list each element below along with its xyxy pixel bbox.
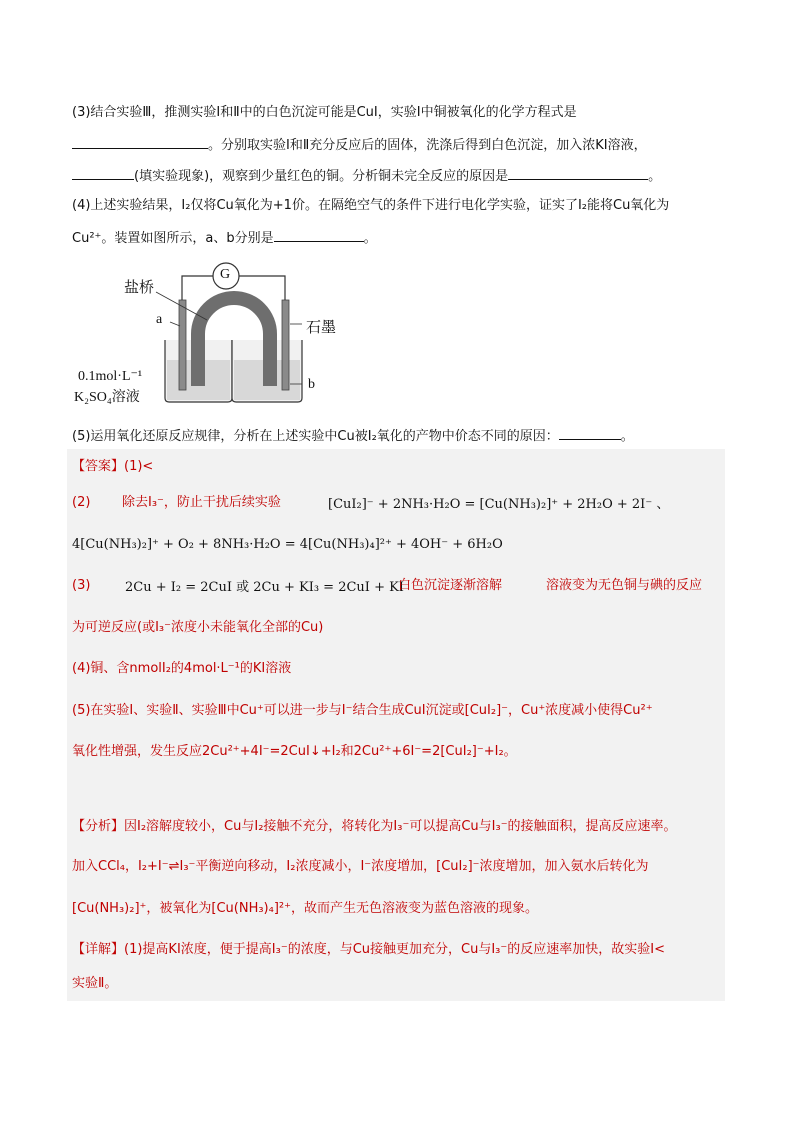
answer-analysis-panel	[67, 449, 725, 1001]
q3-line3: (填实验现象)，观察到少量红色的铜。分析铜未完全反应的原因是 。	[72, 166, 661, 186]
answer-5-line2: 氧化性增强，发生反应2Cu²⁺+4I⁻=2CuI↓+I₂和2Cu²⁺+6I⁻=2[CuI₂]⁻+I₂。	[72, 744, 517, 759]
equation-3: 2Cu + I₂ = 2CuI 或 2Cu + KI₃ = 2CuI + KI	[125, 580, 404, 595]
electrode-a-label: a	[156, 312, 163, 327]
answer-2-text: 除去I₃⁻，防止干扰后续实验	[122, 495, 281, 510]
electrode-a	[179, 300, 186, 390]
answer-2-label: (2)	[72, 495, 91, 510]
leader-a	[170, 322, 180, 326]
q4-line1: (4)上述实验结果，I₂仅将Cu氧化为+1价。在隔绝空气的条件下进行电化学实验，证实了I₂能将Cu氧化为	[72, 198, 670, 213]
answer-blank	[72, 135, 208, 149]
answer-3-text1: 白色沉淀逐渐溶解	[398, 578, 503, 593]
graphite-label: 石墨	[306, 320, 337, 336]
equation-2a: [CuI₂]⁻ + 2NH₃·H₂O = [Cu(NH₃)₂]⁺ + 2H₂O + 2I⁻ 、	[328, 497, 670, 512]
answer-blank	[274, 228, 364, 242]
analysis-line3: [Cu(NH₃)₂]⁺，被氧化为[Cu(NH₃)₄]²⁺，故而产生无色溶液变为蓝色溶液的现象。	[72, 901, 538, 916]
answer-3-text2: 溶液变为无色铜与碘的反应	[546, 578, 703, 593]
answer-blank	[508, 166, 648, 180]
solution-name-label: K₂SO₄溶液	[74, 390, 140, 405]
solution-concentration-label: 0.1mol·L⁻¹	[78, 369, 143, 384]
wire-left	[182, 276, 213, 300]
answer-3-label: (3)	[72, 578, 91, 593]
detail-line1: 【详解】(1)提高KI浓度，便于提高I₃⁻的浓度，与Cu接触更加充分，Cu与I₃⁻的反应速率加快，故实验Ⅰ<	[72, 942, 665, 957]
salt-bridge-label: 盐桥	[124, 280, 155, 296]
analysis-line1: 【分析】因I₂溶解度较小，Cu与I₂接触不充分，将转化为I₃⁻可以提高Cu与I₃⁻的接触面积，提高反应速率。	[72, 819, 677, 834]
q3-line1: (3)结合实验Ⅲ，推测实验Ⅰ和Ⅱ中的白色沉淀可能是CuI，实验Ⅰ中铜被氧化的化学方程式是	[72, 105, 577, 120]
answer-3-line2: 为可逆反应(或I₃⁻浓度小未能氧化全部的Cu)	[72, 620, 324, 635]
galvanometer-label: G	[220, 267, 231, 282]
analysis-line2: 加入CCl₄，I₂+I⁻⇌I₃⁻平衡逆向移动，I₂浓度减小，I⁻浓度增加，[CuI₂]⁻浓度增加，加入氨水后转化为	[72, 859, 649, 874]
q5-line: (5)运用氧化还原反应规律，分析在上述实验中Cu被I₂氧化的产物中价态不同的原因： 。	[72, 426, 634, 446]
electrode-b-label: b	[308, 377, 315, 392]
answer-4: (4)铜、含nmolI₂的4mol·L⁻¹的KI溶液	[72, 661, 292, 676]
answer-5-line1: (5)在实验Ⅰ、实验Ⅱ、实验Ⅲ中Cu⁺可以进一步与I⁻结合生成CuI沉淀或[CuI₂]⁻，Cu⁺浓度减小使得Cu²⁺	[72, 703, 653, 718]
answer-blank	[559, 426, 621, 440]
graphite-electrode	[282, 300, 289, 390]
detail-line2: 实验Ⅱ。	[72, 976, 118, 991]
q3-line2: 。分别取实验Ⅰ和Ⅱ充分反应后的固体，洗涤后得到白色沉淀，加入浓KI溶液，	[72, 135, 647, 155]
equation-2b: 4[Cu(NH₃)₂]⁺ + O₂ + 8NH₃·H₂O = 4[Cu(NH₃)₄]²⁺ + 4OH⁻ + 6H₂O	[72, 537, 503, 552]
q4-line2: Cu²⁺。装置如图所示，a、b分别是 。	[72, 228, 377, 248]
answer-header: 【答案】(1)<	[72, 459, 154, 474]
answer-blank	[72, 166, 134, 180]
electrochemical-cell-figure	[70, 256, 337, 406]
